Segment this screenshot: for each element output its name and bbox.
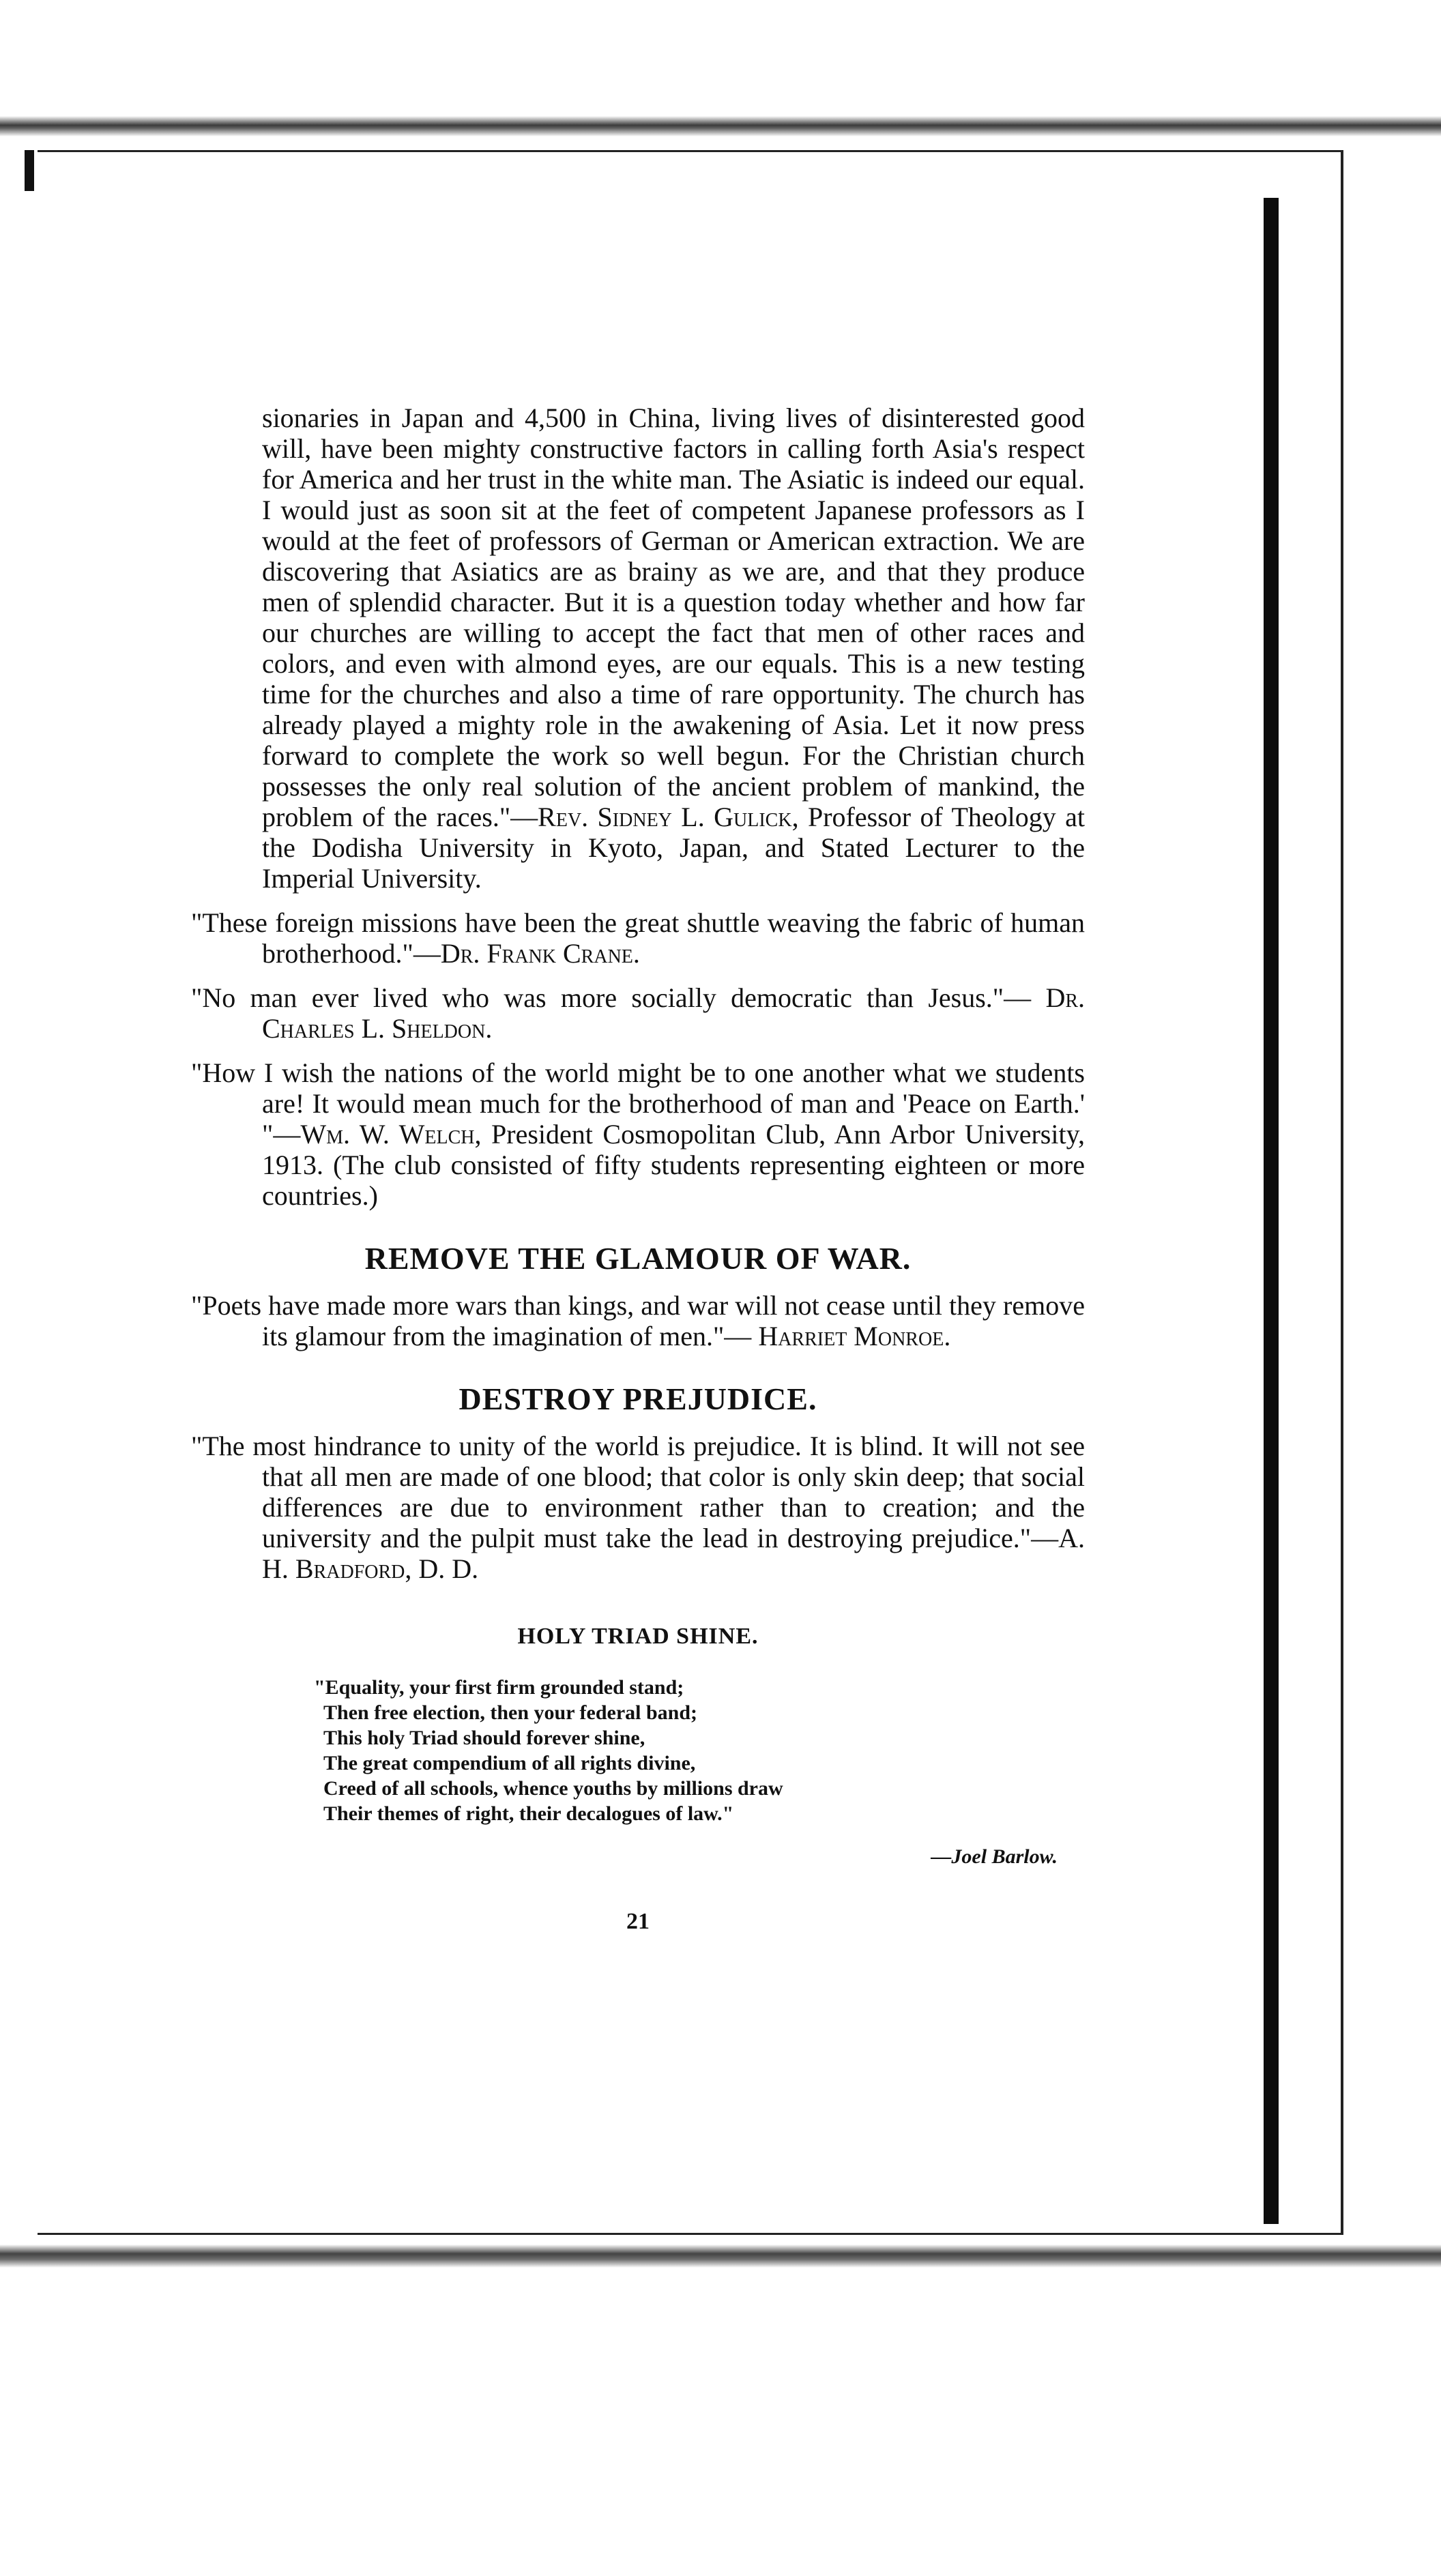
continuation-attribution: Rev. Sidney L. Gulick (538, 802, 792, 832)
quote-attribution: Wm. W. Welch (300, 1119, 475, 1150)
quote-text: "The most hindrance to unity of the world is prejudice. It is blind. It will not see that all men are made of one blood; that color is only skin deep; that social differences are due to environment rather than to creation; and the university and the pulpit must take the lead in destroying prejudice."—A. H. (191, 1431, 1085, 1584)
quote-frank-crane (191, 907, 1085, 969)
page-content (191, 402, 1085, 1937)
quote-attribution: Dr. Charles L. Sheldon (262, 982, 1085, 1044)
poem-line: Creed of all schools, whence youths by millions draw (323, 1777, 783, 1800)
continuation-paragraph (191, 402, 1085, 894)
poem-block (191, 1621, 1085, 1872)
poem-author: —Joel Barlow. (931, 1845, 1058, 1868)
quote-bradford (191, 1431, 1085, 1584)
quote-attribution: Dr. Frank Crane (440, 938, 633, 969)
quote-attribution: Harriet Monroe (758, 1321, 944, 1351)
quote-suffix: , President Cosmopolitan Club, Ann Arbor University, 1913. (The club consisted of fifty students representing eighteen or more countries.) (262, 1119, 1085, 1211)
scan-edge-top (0, 116, 1441, 136)
poem-line: This holy Triad should forever shine, (323, 1727, 645, 1749)
scan-margin-mark (25, 150, 34, 191)
quote-suffix: . (944, 1321, 951, 1351)
quote-suffix: , D. D. (405, 1553, 479, 1584)
quote-text: "No man ever lived who was more socially democratic than Jesus."— (191, 982, 1046, 1013)
poem-lines (314, 1675, 1085, 1826)
poem-line: Then free election, then your federal band; (323, 1701, 698, 1724)
quote-text: "How I wish the nations of the world might be to one another what we students are! It would mean much for the brotherhood of man and 'Peace on Earth.' "— (191, 1057, 1085, 1150)
quote-harriet-monroe (191, 1290, 1085, 1351)
quote-suffix: . (632, 938, 640, 969)
quote-charles-sheldon (191, 982, 1085, 1044)
section-heading-glamour-of-war: REMOVE THE GLAMOUR OF WAR. (364, 1241, 912, 1276)
quote-text: "These foreign missions have been the great shuttle weaving the fabric of human brotherhood."— (191, 907, 1085, 969)
poem-line: "Equality, your first firm grounded stand; (314, 1676, 684, 1699)
quote-wm-welch (191, 1057, 1085, 1211)
page-number: 21 (626, 1909, 650, 1934)
scan-edge-bottom (0, 2244, 1441, 2268)
page-shadow-bar (1264, 198, 1279, 2224)
section-heading-destroy-prejudice: DESTROY PREJUDICE. (458, 1381, 817, 1416)
quote-attribution: Bradford (295, 1553, 405, 1584)
continuation-attribution-suffix: , Professor of Theology at the Dodisha University in Kyoto, Japan, and Stated Lecturer to the Imperial University. (262, 802, 1086, 894)
continuation-text: sionaries in Japan and 4,500 in China, living lives of disinterested good will, have been mighty constructive factors in calling forth Asia's respect for America and her trust in the white man. The Asiatic is indeed our equal. I would just as soon sit at the feet of competent Japanese professors as I would at the feet of professors of German or American extraction. We are discovering that Asiatics are as brainy as we are, and that they produce men of splendid character. But it is a question today whether and how far our churches are willing to accept the fact that men of other races and colors, and even with almond eyes, are our equals. This is a new testing time for the churches and also a time of rare opportunity. The church has already played a mighty role in the awakening of Asia. Let it now press forward to complete the work so well begun. For the Christian church possesses the only real solution of the ancient problem of mankind, the problem of the races."— (262, 402, 1085, 832)
poem-line: The great compendium of all rights divine, (323, 1752, 696, 1774)
poem-heading: HOLY TRIAD SHINE. (517, 1624, 759, 1649)
poem-line: Their themes of right, their decalogues of law." (323, 1802, 734, 1825)
quote-text: "Poets have made more wars than kings, and war will not cease until they remove its glamour from the imagination of men."— (191, 1290, 1085, 1351)
quote-suffix: . (485, 1013, 493, 1044)
